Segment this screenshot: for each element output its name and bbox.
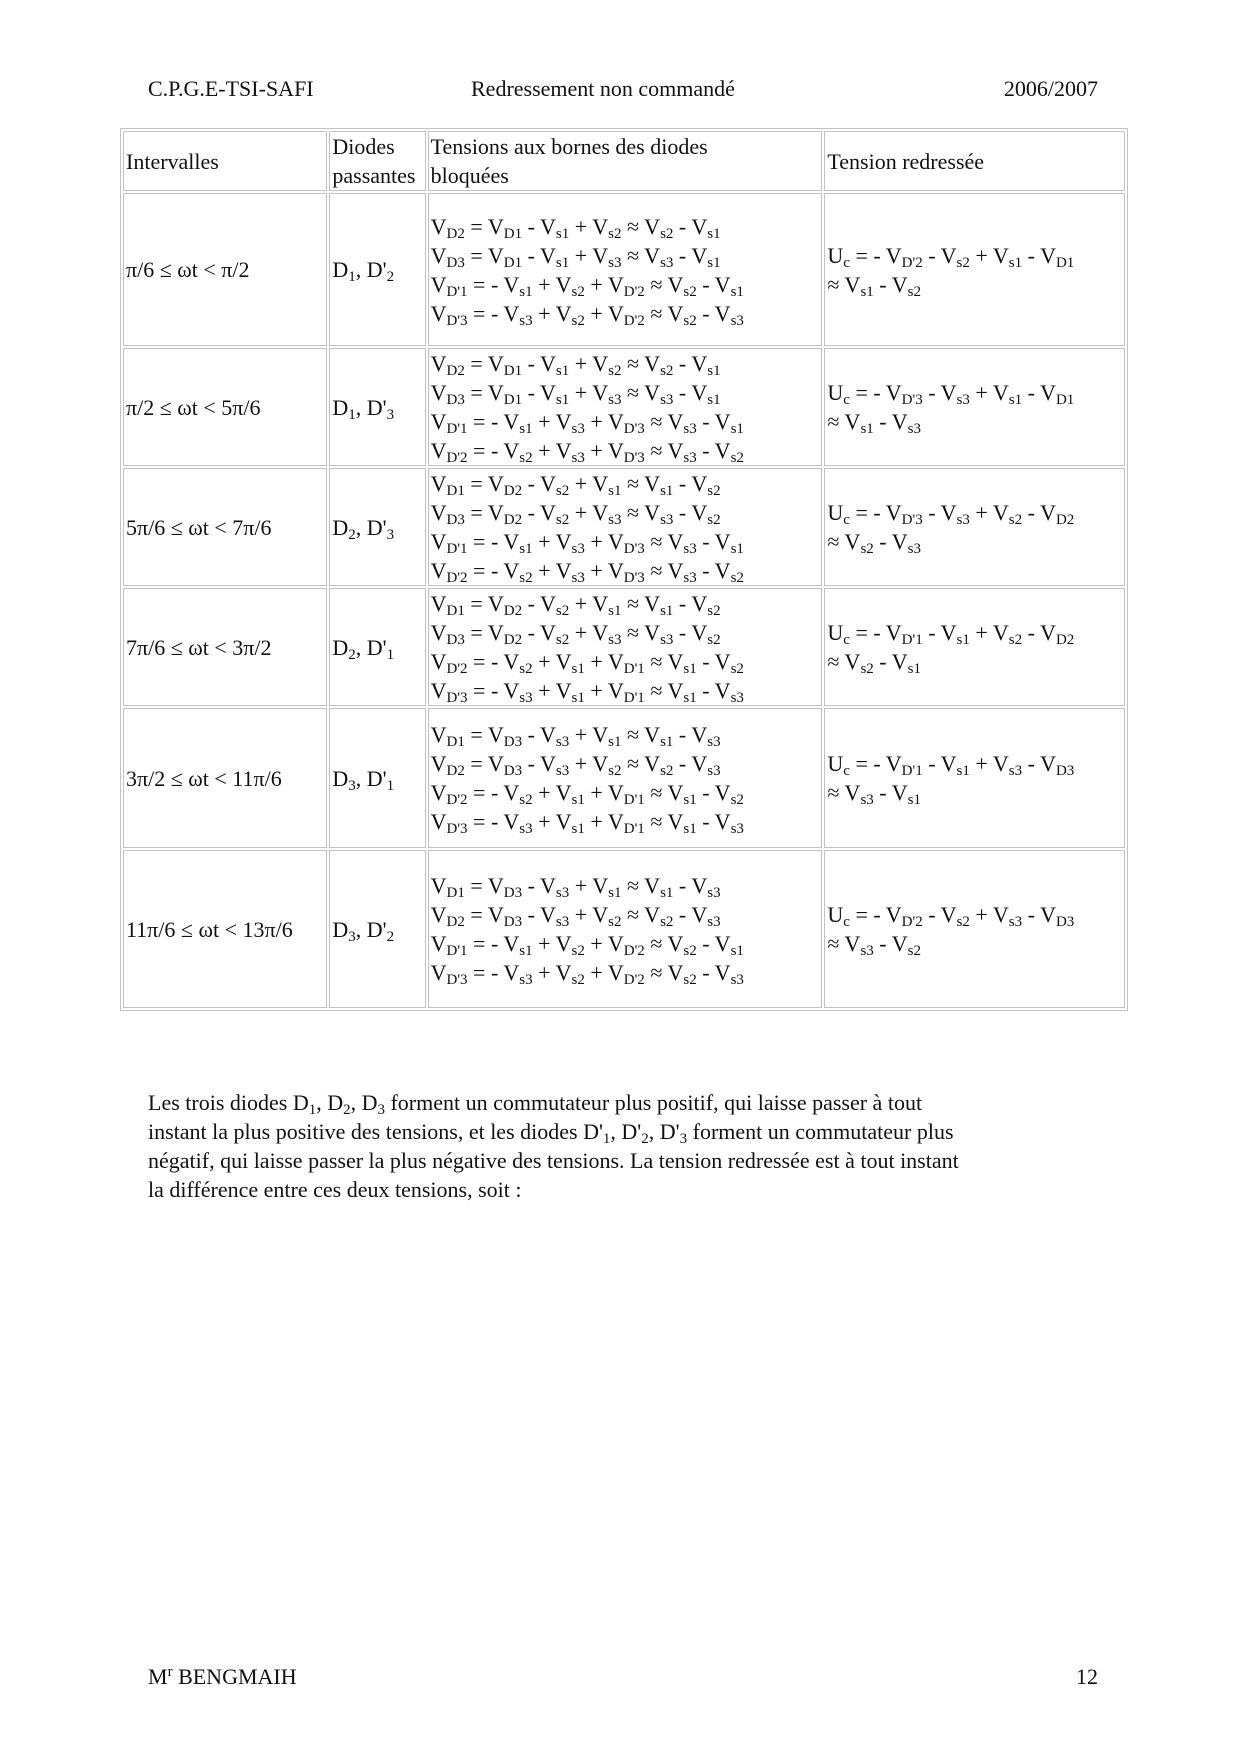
voltage-equation: $V_{D'3}$ = - $V_{s3} + V_{s2} + V_{D'2} \approx V_{s2} - V_{s3}$ <box>430 300 744 329</box>
page-footer <box>148 1664 1098 1694</box>
voltage-equation: $V_{D3} = V_{D1} - V_{s1} + V_{s3} \approx V_{s3} - V_{s1}$ <box>430 242 721 271</box>
table-row <box>123 348 1125 466</box>
table-row <box>123 193 1125 346</box>
voltage-equation: $V_{D1} = V_{D2} - V_{s2} + V_{s1} \approx V_{s1} - V_{s2}$ <box>430 471 721 499</box>
header-title: Redressement non commandé <box>471 76 735 101</box>
interval-cell: π/2 ≤ ωt < 5π/6 <box>123 348 327 466</box>
blocked-voltages-cell <box>428 348 823 466</box>
rectified-equation: $U_c$ = - $V_{D'1} - V_{s1} + V_{s2} - V_{D2}$ <box>827 620 1075 648</box>
voltage-equation: $V_{D'1}$ = - $V_{s1} + V_{s3} + V_{D'3} \approx V_{s3} - V_{s1}$ <box>430 409 744 437</box>
table-header-row <box>123 131 1125 191</box>
paragraph-line: Les trois diodes $D_1$, $D_2$, $D_3$ forment un commutateur plus positif, qui laisse passer à tout <box>148 1090 923 1118</box>
voltage-equation: $V_{D'3}$ = - $V_{s3} + V_{s1} + V_{D'1} \approx V_{s1} - V_{s3}$ <box>430 678 744 706</box>
paragraph-line: la différence entre ces deux tensions, soit : <box>148 1177 522 1202</box>
rectified-voltage-cell <box>824 588 1125 706</box>
rectified-equation: ≈ $V_{s1} - V_{s3}$ <box>827 409 921 437</box>
rectified-equation: $U_c$ = - $V_{D'2} - V_{s2} + V_{s1} - V_{D1}$ <box>827 242 1075 271</box>
voltage-equation: $V_{D'3}$ = - $V_{s3} + V_{s2} + V_{D'2} \approx V_{s2} - V_{s3}$ <box>430 960 744 988</box>
page-header <box>148 76 1098 106</box>
blocked-voltages-cell <box>428 588 823 706</box>
voltage-equation: $V_{D3} = V_{D1} - V_{s1} + V_{s3} \approx V_{s3} - V_{s1}$ <box>430 380 721 408</box>
blocked-voltages-cell <box>428 468 823 586</box>
interval-cell: 5π/6 ≤ ωt < 7π/6 <box>123 468 327 586</box>
conducting-diodes-cell: $D_2$, $D'_3$ <box>329 468 425 586</box>
rectified-voltage-cell <box>824 850 1125 1008</box>
rectified-equation: ≈ $V_{s2} - V_{s3}$ <box>827 529 921 557</box>
table-row <box>123 850 1125 1008</box>
voltage-equation: $V_{D1} = V_{D3} - V_{s3} + V_{s1} \approx V_{s1} - V_{s3}$ <box>430 722 721 750</box>
rectified-voltage-cell <box>824 708 1125 848</box>
voltage-equation: $V_{D'2}$ = - $V_{s2} + V_{s3} + V_{D'3} \approx V_{s3} - V_{s2}$ <box>430 558 744 586</box>
rectified-equation: $U_c$ = - $V_{D'3} - V_{s3} + V_{s2} - V_{D2}$ <box>827 500 1075 528</box>
table-row <box>123 468 1125 586</box>
voltage-equation: $V_{D2} = V_{D1} - V_{s1} + V_{s2} \approx V_{s2} - V_{s1}$ <box>430 213 721 242</box>
conducting-diodes-cell: $D_1$, $D'_3$ <box>329 348 425 466</box>
voltage-equation: $V_{D'1}$ = - $V_{s1} + V_{s3} + V_{D'3} \approx V_{s3} - V_{s1}$ <box>430 529 744 557</box>
page-number: 12 <box>1076 1664 1098 1689</box>
voltage-equation: $V_{D3} = V_{D2} - V_{s2} + V_{s3} \approx V_{s3} - V_{s2}$ <box>430 620 721 648</box>
conducting-diodes-cell: $D_1$, $D'_2$ <box>329 193 425 346</box>
interval-cell: 11π/6 ≤ ωt < 13π/6 <box>123 850 327 1008</box>
voltage-equation: $V_{D'1}$ = - $V_{s1} + V_{s2} + V_{D'2} \approx V_{s2} - V_{s1}$ <box>430 271 744 300</box>
voltage-equation: $V_{D1} = V_{D3} - V_{s3} + V_{s1} \approx V_{s1} - V_{s3}$ <box>430 873 721 901</box>
blocked-voltages-cell <box>428 850 823 1008</box>
interval-cell: π/6 ≤ ωt < π/2 <box>123 193 327 346</box>
header-blocked-voltages: Tensions aux bornes des diodes bloquées <box>428 131 823 191</box>
header-school: C.P.G.E-TSI-SAFI <box>148 76 314 101</box>
voltage-equation: $V_{D'1}$ = - $V_{s1} + V_{s2} + V_{D'2} \approx V_{s2} - V_{s1}$ <box>430 931 744 959</box>
conducting-diodes-cell: $D_3$, $D'_1$ <box>329 708 425 848</box>
conducting-diodes-cell: $D_2$, $D'_1$ <box>329 588 425 706</box>
footer-author: $M^r$ BENGMAIH <box>148 1664 297 1689</box>
explanation-paragraph <box>148 1088 1098 1204</box>
voltage-equation: $V_{D'2}$ = - $V_{s2} + V_{s1} + V_{D'1} \approx V_{s1} - V_{s2}$ <box>430 780 744 808</box>
header-intervals: Intervalles <box>123 131 327 191</box>
blocked-voltages-cell <box>428 708 823 848</box>
table-row <box>123 708 1125 848</box>
table-body <box>123 193 1125 1008</box>
voltage-equation: $V_{D2} = V_{D3} - V_{s3} + V_{s2} \approx V_{s2} - V_{s3}$ <box>430 751 721 779</box>
voltage-equation: $V_{D2} = V_{D1} - V_{s1} + V_{s2} \approx V_{s2} - V_{s1}$ <box>430 351 721 379</box>
rectified-equation: $U_c$ = - $V_{D'2} - V_{s2} + V_{s3} - V_{D3}$ <box>827 902 1075 930</box>
blocked-voltages-cell <box>428 193 823 346</box>
rectified-equation: ≈ $V_{s3} - V_{s2}$ <box>827 931 921 959</box>
rectified-voltage-cell <box>824 193 1125 346</box>
rectified-equation: ≈ $V_{s2} - V_{s1}$ <box>827 649 921 677</box>
rectified-voltage-cell <box>824 348 1125 466</box>
voltage-equation: $V_{D3} = V_{D2} - V_{s2} + V_{s3} \approx V_{s3} - V_{s2}$ <box>430 500 721 528</box>
voltage-equation: $V_{D'2}$ = - $V_{s2} + V_{s3} + V_{D'3} \approx V_{s3} - V_{s2}$ <box>430 438 744 466</box>
table-row <box>123 588 1125 706</box>
voltage-equation: $V_{D1} = V_{D2} - V_{s2} + V_{s1} \approx V_{s1} - V_{s2}$ <box>430 591 721 619</box>
voltage-equation: $V_{D'2}$ = - $V_{s2} + V_{s1} + V_{D'1} \approx V_{s1} - V_{s2}$ <box>430 649 744 677</box>
paragraph-line: instant la plus positive des tensions, et les diodes $D'_1$, $D'_2$, $D'_3$ forment un commutateur plus <box>148 1119 954 1147</box>
rectified-equation: $U_c$ = - $V_{D'3} - V_{s3} + V_{s1} - V_{D1}$ <box>827 380 1075 408</box>
header-rectified-voltage: Tension redressée <box>824 131 1125 191</box>
rectified-equation: ≈ $V_{s1} - V_{s2}$ <box>827 271 921 300</box>
voltage-equation: $V_{D'3}$ = - $V_{s3} + V_{s1} + V_{D'1} \approx V_{s1} - V_{s3}$ <box>430 809 744 837</box>
header-conducting-diodes: Diodes passantes <box>329 131 425 191</box>
voltage-equation: $V_{D2} = V_{D3} - V_{s3} + V_{s2} \approx V_{s2} - V_{s3}$ <box>430 902 721 930</box>
paragraph-line: négatif, qui laisse passer la plus négative des tensions. La tension redressée est à tout instant <box>148 1148 959 1173</box>
rectified-equation: $U_c$ = - $V_{D'1} - V_{s1} + V_{s3} - V_{D3}$ <box>827 751 1075 779</box>
diode-intervals-table <box>120 128 1128 1011</box>
rectified-equation: ≈ $V_{s3} - V_{s1}$ <box>827 780 921 808</box>
interval-cell: 3π/2 ≤ ωt < 11π/6 <box>123 708 327 848</box>
rectified-voltage-cell <box>824 468 1125 586</box>
interval-cell: 7π/6 ≤ ωt < 3π/2 <box>123 588 327 706</box>
conducting-diodes-cell: $D_3$, $D'_2$ <box>329 850 425 1008</box>
header-year: 2006/2007 <box>1003 76 1098 101</box>
